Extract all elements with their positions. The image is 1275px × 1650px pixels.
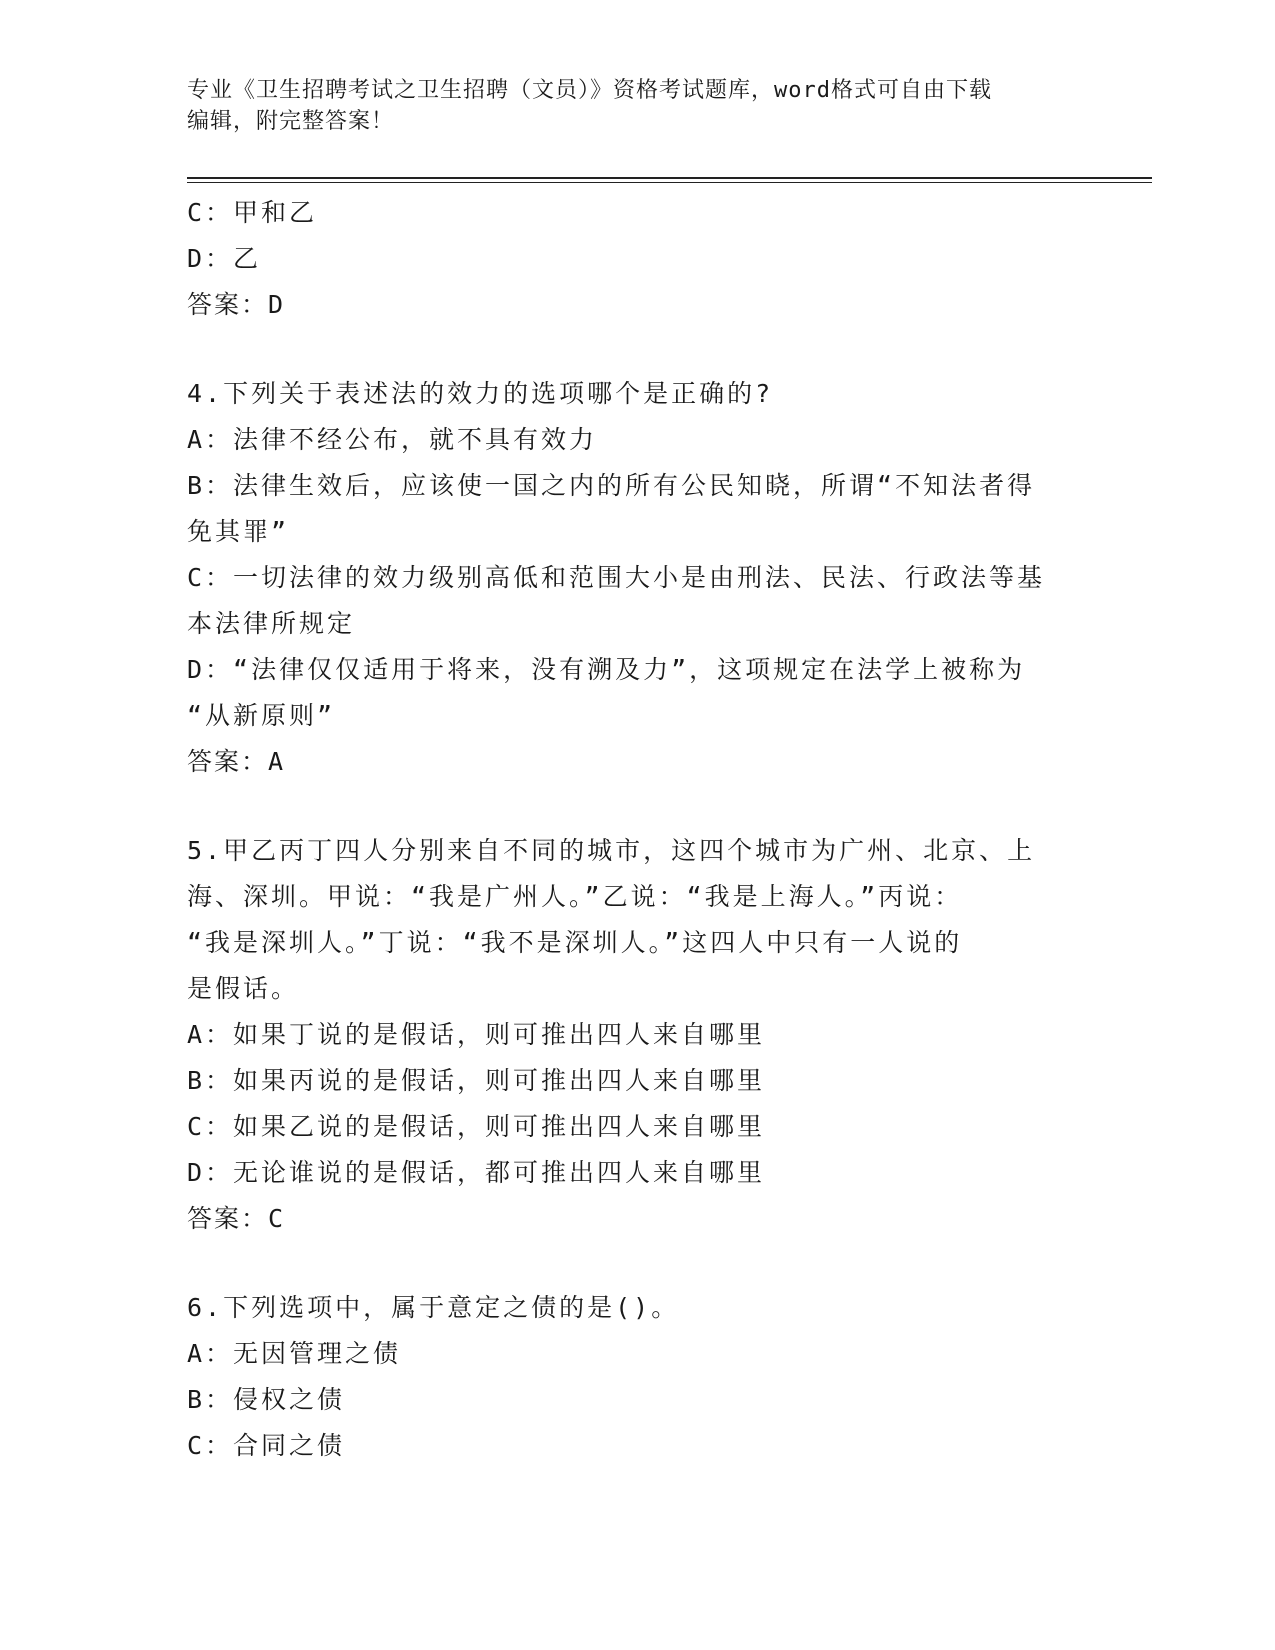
question-6 [187, 1285, 1087, 1469]
question-content [187, 190, 1087, 1469]
q5-option-c: C：如果乙说的是假话，则可推出四人来自哪里 [187, 1112, 766, 1141]
q5-stem-line-3: “我是深圳人。”丁说：“我不是深圳人。”这四人中只有一人说的 [187, 928, 963, 957]
q5-option-a: A：如果丁说的是假话，则可推出四人来自哪里 [187, 1020, 766, 1049]
spacer [187, 785, 1087, 828]
header-divider-thin [187, 182, 1152, 183]
q4-option-b-line-2: 免其罪” [187, 517, 290, 546]
header-title-line-1: 专业《卫生招聘考试之卫生招聘（文员）》资格考试题库，word格式可自由下载 [187, 78, 992, 103]
header-title-line-2: 编辑，附完整答案！ [187, 109, 395, 134]
q6-option-b: B：侵权之债 [187, 1385, 346, 1414]
q4-answer: 答案：A [187, 747, 286, 776]
q4-option-d-line-1: D：“法律仅仅适用于将来，没有溯及力”，这项规定在法学上被称为 [187, 655, 1026, 684]
q5-stem-line-4: 是假话。 [187, 974, 300, 1003]
q6-option-c: C：合同之债 [187, 1431, 346, 1460]
q3-option-c: C：甲和乙 [187, 198, 318, 227]
header-divider-thick [187, 177, 1152, 179]
q6-stem: 6.下列选项中，属于意定之债的是()。 [187, 1293, 680, 1322]
q4-option-c-line-1: C：一切法律的效力级别高低和范围大小是由刑法、民法、行政法等基 [187, 563, 1046, 592]
question-4 [187, 371, 1087, 785]
q4-stem: 4.下列关于表述法的效力的选项哪个是正确的? [187, 379, 774, 408]
q4-option-c-line-2: 本法律所规定 [187, 609, 356, 638]
spacer [187, 1242, 1087, 1285]
spacer [187, 328, 1087, 371]
q5-option-d: D：无论谁说的是假话，都可推出四人来自哪里 [187, 1158, 766, 1187]
document-header [187, 75, 1067, 137]
q5-option-b: B：如果丙说的是假话，则可推出四人来自哪里 [187, 1066, 766, 1095]
q3-answer: 答案：D [187, 290, 286, 319]
q5-stem-line-1: 5.甲乙丙丁四人分别来自不同的城市，这四个城市为广州、北京、上 [187, 836, 1036, 865]
q5-stem-line-2: 海、深圳。甲说：“我是广州人。”乙说：“我是上海人。”丙说： [187, 882, 963, 911]
q4-option-d-line-2: “从新原则” [187, 701, 336, 730]
question-5 [187, 828, 1087, 1242]
q6-option-a: A：无因管理之债 [187, 1339, 402, 1368]
q5-answer: 答案：C [187, 1204, 286, 1233]
q3-option-d: D：乙 [187, 244, 262, 273]
q4-option-a: A：法律不经公布，就不具有效力 [187, 425, 598, 454]
question-3-tail [187, 190, 1087, 328]
q4-option-b-line-1: B：法律生效后，应该使一国之内的所有公民知晓，所谓“不知法者得 [187, 471, 1036, 500]
